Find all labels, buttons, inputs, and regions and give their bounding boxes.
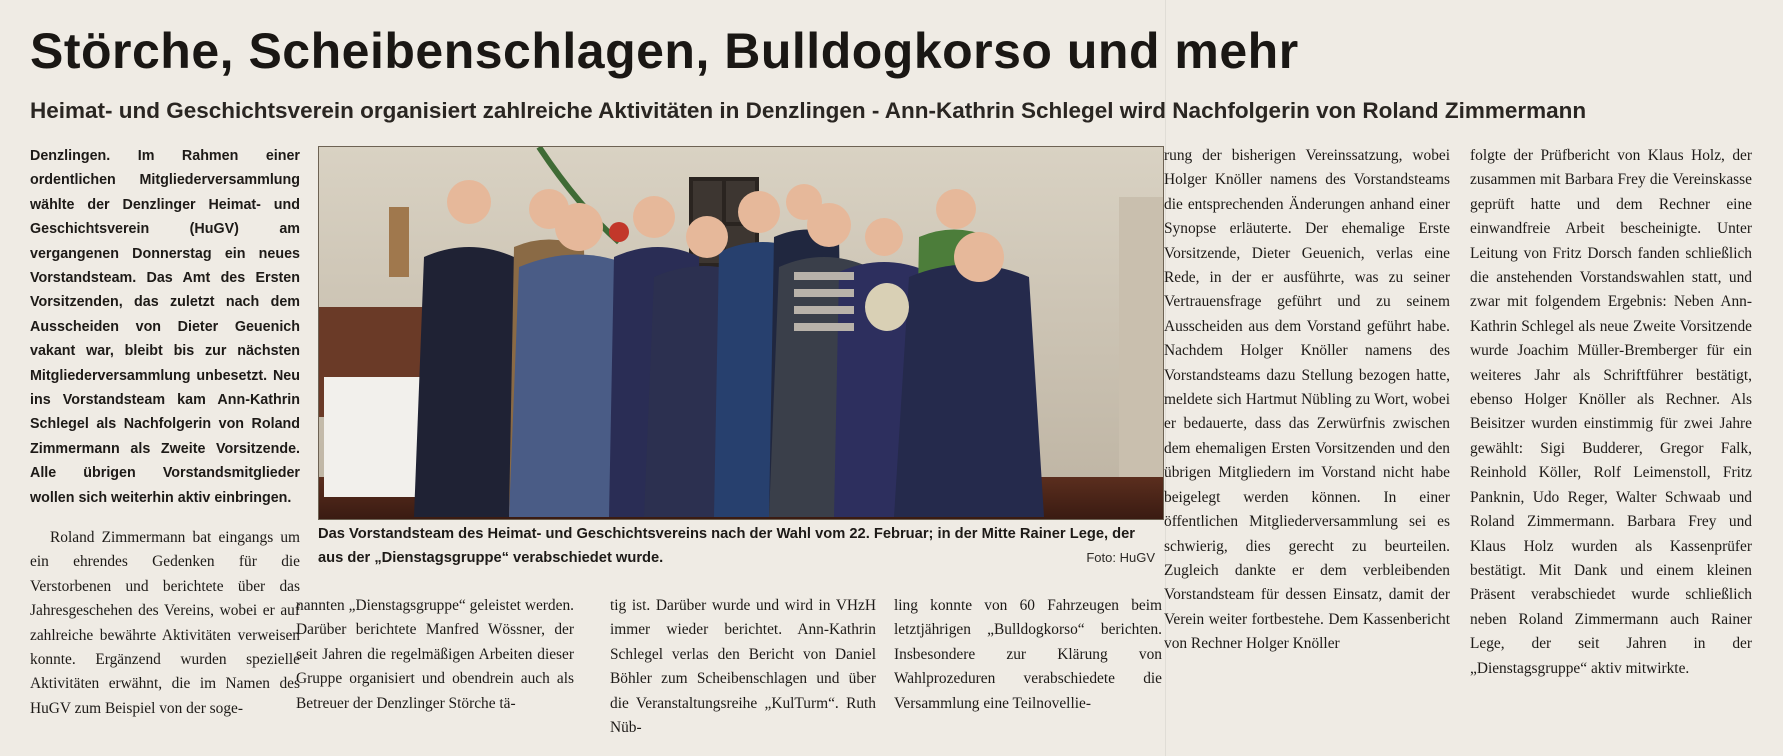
body-paragraph-6: folgte der Prüfbericht von Klaus Holz, der zusammen mit Barbara Frey die Vereinskasse geprüft hatte und dem Rechner eine einwandfreie Arbeit bescheinigte. Unter Leitung von Fritz Dorsch fanden schließlich die anstehenden Vorstandswahlen statt, und zwar mit folgendem Ergebnis: Neben Ann-Kathrin Schlegel als neue Zweite Vorsitzende wurde Joachim Müller-Bremberger für ein weiteres Jahr als Schriftführer bestätigt, ebenso Holger Knöller als Rechner. Als Beisitzer wurden einstimmig für zwei Jahre gewählt: Sigi Budderer, Gregor Falk, Reinhold Köller, Rolf Leimenstoll, Fritz Panknin, Udo Reger, Walter Schwaab und Roland Zimmermann. Barbara Frey und Klaus Holz wurden als Kassenprüfer bestätigt. Mit Dank und einem kleinen Präsent verabschiedet wurde schließlich neben Roland Zimmermann auch Rainer Lege, der seit Jahren in der „Dienstagsgruppe“ aktiv mitwirkte. (1470, 147, 1752, 677)
column-4 (894, 594, 1162, 716)
column-6 (1470, 144, 1752, 681)
lead-column (30, 144, 300, 510)
photo-credit: Foto: HuGV (1086, 550, 1155, 565)
column-1-body (30, 526, 300, 721)
headline: Störche, Scheibenschlagen, Bulldogkorso und mehr (30, 23, 1299, 79)
column-5 (1164, 144, 1450, 657)
lead-paragraph: Denzlingen. Im Rahmen einer ordentlichen Mitgliederversammlung wählte der Denzlinger Heimat- und Geschichtsverein (HuGV) am vergangenen Donnerstag ein neues Vorstandsteam. Das Amt des Ersten Vorsitzenden, das zuletzt nach dem Ausscheiden von Dieter Geuenich vakant war, bleibt bis zur nächsten Mitgliederversammlung unbesetzt. Neu ins Vorstandsteam kam Ann-Kathrin Schlegel als Nachfolgerin von Roland Zimmermann als Zweite Vorsitzende. Alle übrigen Vorstandsmitglieder wollen sich weiterhin aktiv einbringen. (30, 148, 300, 506)
body-paragraph-3: tig ist. Darüber wurde und wird in VHzH immer wieder berichtet. Ann-Kathrin Schlegel verlas den Bericht von Daniel Böhler zum Scheibenschlagen und über die Veranstaltungsreihe „KulTurm“. Ruth Nüb- (610, 597, 876, 737)
body-paragraph-1: Roland Zimmermann bat eingangs um ein ehrendes Gedenken für die Verstorbenen und berichtete über das Jahresgeschehen des Vereins, wobei er auf zahlreiche bewährte Aktivitäten verweisen konnte. Ergänzend wurden spezielle Aktivitäten erwähnt, die im Namen des HuGV zum Beispiel von der soge- (30, 529, 300, 717)
column-3 (610, 594, 876, 740)
photo-caption: Das Vorstandsteam des Heimat- und Geschichtsvereins nach der Wahl vom 22. Februar; in der Mitte Rainer Lege, der aus der „Dienstagsgruppe“ verabschiedet wurde. (318, 526, 1136, 566)
subheadline: Heimat- und Geschichtsverein organisiert zahlreiche Aktivitäten in Denzlingen - Ann-Kathrin Schlegel wird Nachfolgerin von Roland Zimmermann (30, 98, 1587, 123)
group-photo (318, 146, 1164, 520)
body-paragraph-2: nannten „Dienstagsgruppe“ geleistet werden. Darüber berichtete Manfred Wössner, der seit Jahren die regelmäßigen Arbeiten dieser Gruppe organisiert und obendrein auch als Betreuer der Denzlinger Störche tä- (296, 597, 574, 712)
column-2 (296, 594, 574, 716)
body-paragraph-5: rung der bisherigen Vereinssatzung, wobei Holger Knöller namens des Vorstandsteams die entsprechenden Änderungen anhand einer Synopse erläuterte. Der ehemalige Erste Vorsitzende, Dieter Geuenich, verlas eine Rede, in der er ausführte, was zu seiner Vertrauensfrage geführt und zu seinem Ausscheiden aus dem Vorstand geführt habe. Nachdem Holger Knöller namens des Vorstandsteams dazu Stellung bezogen hatte, meldete sich Hartmut Nübling zu Wort, wobei er bedauerte, dass das Zerwürfnis zwischen dem ehemaligen Ersten Vorsitzenden und den übrigen Mitgliedern im Vorstand nicht habe beigelegt werden können. In einer öffentlichen Mitgliederversammlung sei es schwierig, dies gerecht zu beurteilen. Zugleich dankte er dem verbleibenden Vorstandsteam für dessen Einsatz, damit der Verein weiter fortbestehe. Dem Kassenbericht von Rechner Holger Knöller (1164, 147, 1450, 653)
body-paragraph-4: ling konnte von 60 Fahrzeugen beim letztjährigen „Bulldogkorso“ berichten. Insbesondere zur Klärung von Wahlprozeduren verabschiedete die Versammlung eine Teilnovellie- (894, 597, 1162, 712)
